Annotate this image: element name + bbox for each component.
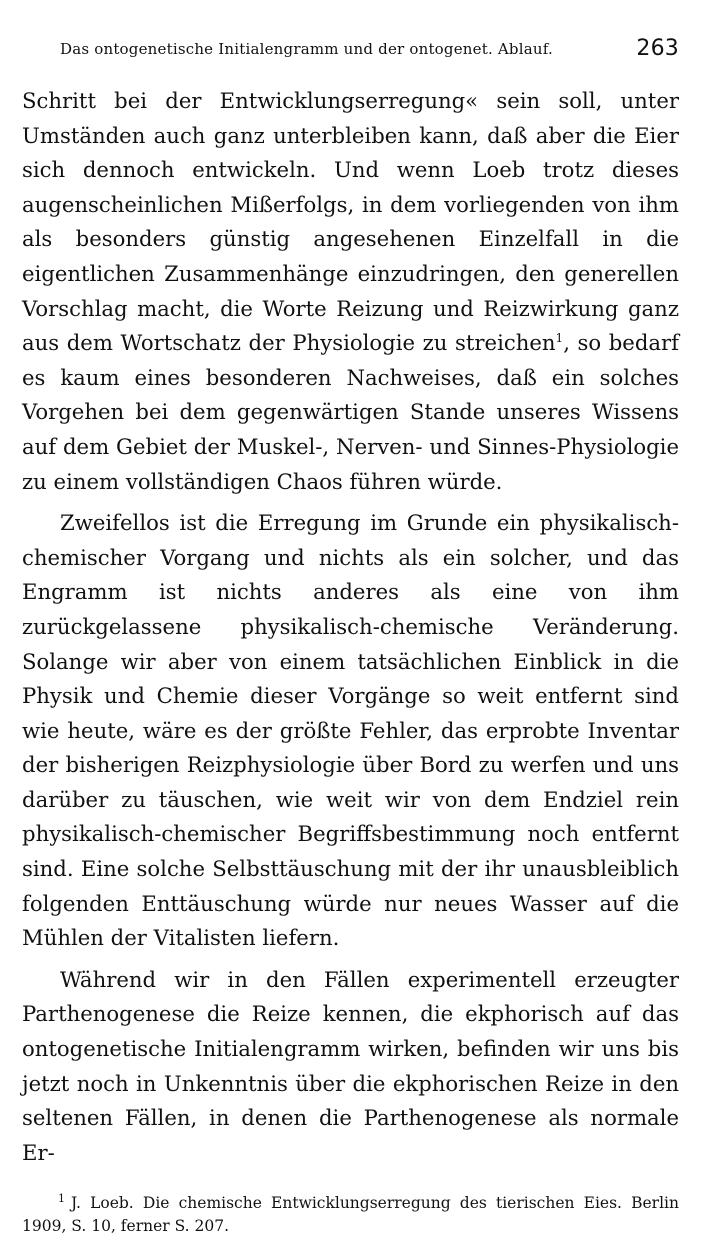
footnote-text: J. Loeb. Die chemische Entwicklungserregung des tierischen Eies. Berlin 1909, S. 10, ferner S. 207. — [22, 1194, 679, 1236]
paragraph-1-text-a: Schritt bei der Entwicklungserregung« sein soll, unter Umständen auch ganz unterbleiben kann, daß aber die Eier sich dennoch entwickeln. Und wenn Loeb trotz dieses augenscheinlichen Mißerfolgs, in dem vorliegenden von ihm als besonders günstig angesehenen Einzelfall in die eigentlichen Zusammenhänge einzudringen, den generellen Vorschlag macht, die Worte Reizung und Reizwirkung ganz aus dem Wortschatz der Physiologie zu streichen — [22, 88, 679, 356]
paragraph-3: Während wir in den Fällen experimentell erzeugter Parthenogenese die Reize kennen, die ekphorisch auf das ontogenetische Initialengramm wirken, befinden wir uns bis jetzt noch in Unkenntnis über die ekphorischen Reize in den seltenen Fällen, in denen die Parthenogenese als normale Er- — [22, 966, 679, 1165]
paragraph-1 — [22, 84, 679, 499]
footnote-area — [22, 1192, 679, 1238]
footnote — [22, 1192, 679, 1238]
running-title: Das ontogenetische Initialengramm und der ontogenet. Ablauf. — [60, 40, 553, 58]
page-number: 263 — [636, 36, 679, 61]
footnote-mark: 1 — [58, 1192, 65, 1206]
footnote-reference: 1 — [555, 331, 564, 346]
paragraph-1-text-b: , so bedarf es kaum eines besonderen Nachweises, daß ein solches Vorgehen bei dem gegenwärtigen Stande unseres Wissens auf dem Gebiet der Muskel-, Nerven- und Sinnes-Physiologie zu einem vollständigen Chaos führen würde. — [22, 330, 679, 494]
paragraph-2: Zweifellos ist die Erregung im Grunde ein physikalisch-chemischer Vorgang und nichts als ein solcher, und das Engramm ist nichts anderes als eine von ihm zurückgelassene physikalisch-chemische Veränderung. Solange wir aber von einem tatsächlichen Einblick in die Physik und Chemie dieser Vorgänge so weit entfernt sind wie heute, wäre es der größte Fehler, das erprobte Inventar der bisherigen Reizphysiologie über Bord zu werfen und uns darüber zu täuschen, wie weit wir von dem Endziel rein physikalisch-chemischer Begriffsbestimmung noch entfernt sind. Eine solche Selbsttäuschung mit der ihr unausbleiblich folgenden Enttäuschung würde nur neues Wasser auf die Mühlen der Vitalisten liefern. — [22, 510, 679, 951]
main-text — [22, 84, 679, 1170]
running-header — [22, 30, 679, 64]
